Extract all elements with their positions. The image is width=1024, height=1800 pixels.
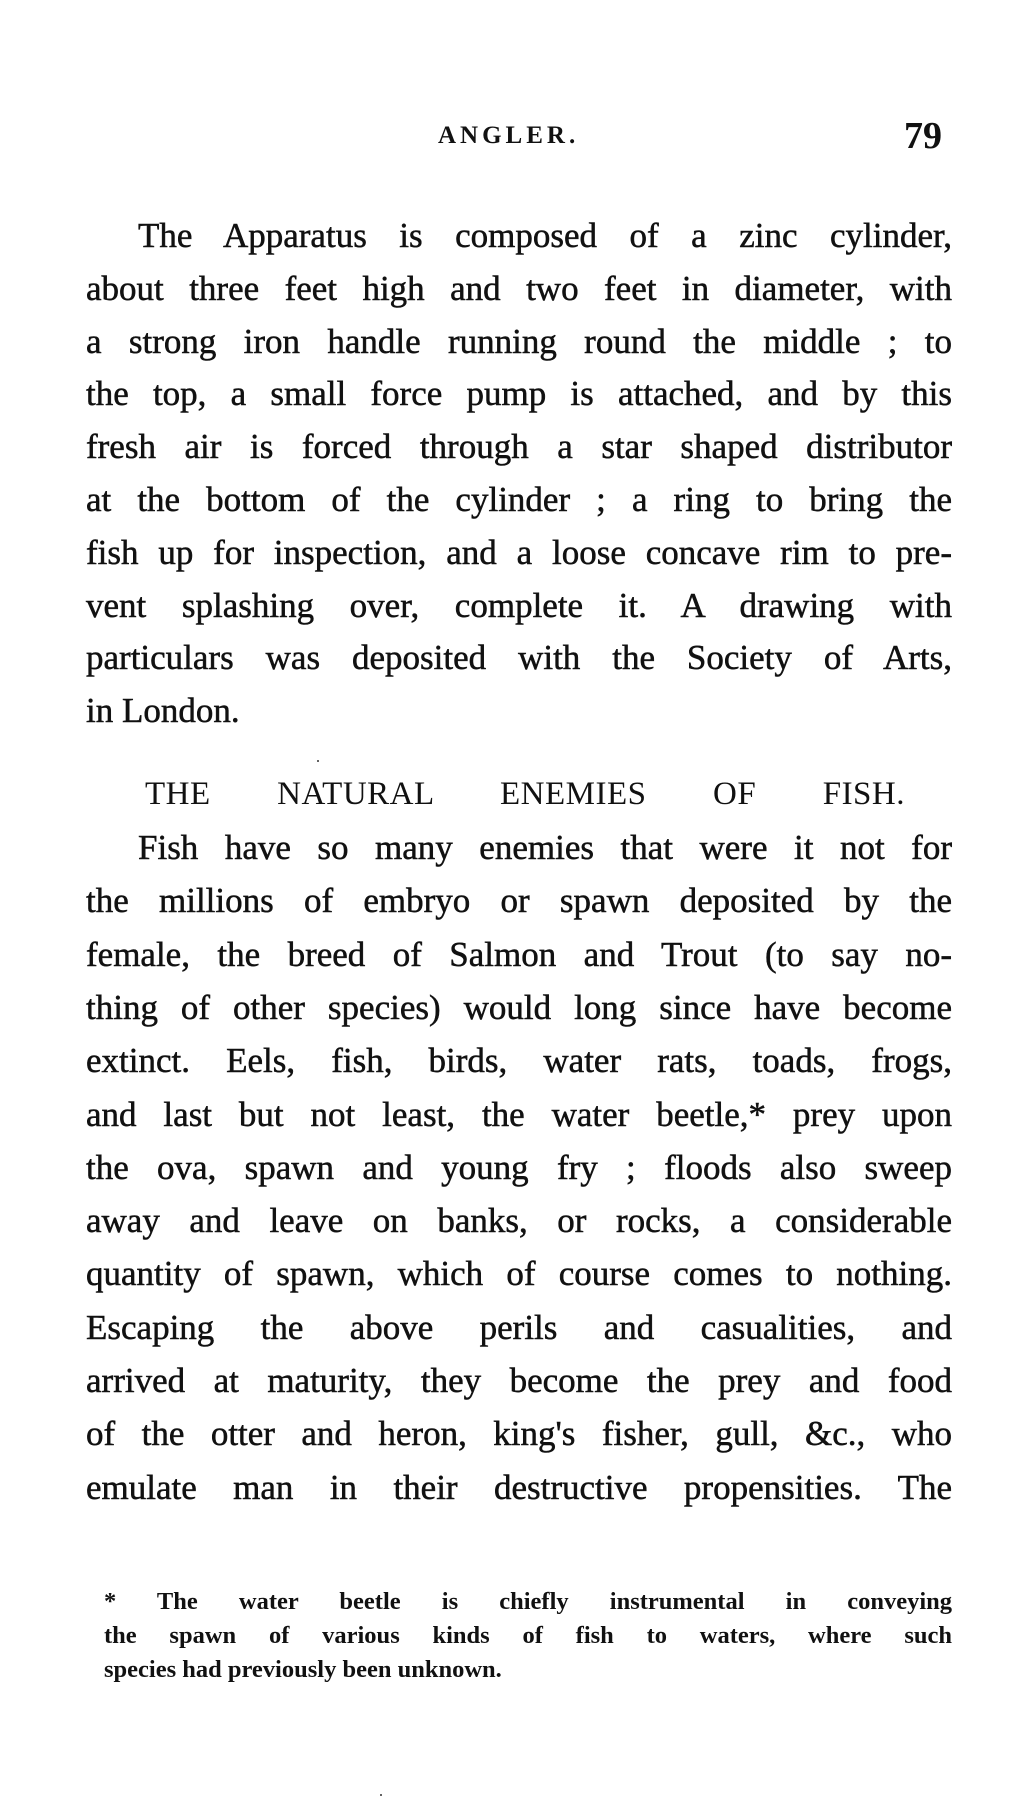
text-line: in London. bbox=[86, 691, 240, 731]
text-line: about three feet high and two feet in diameter, with bbox=[86, 268, 952, 308]
print-speck bbox=[380, 1794, 382, 1796]
text-line: the ova, spawn and young fry ; floods also sweep bbox=[86, 1147, 952, 1187]
print-speck bbox=[317, 760, 319, 762]
text-line: species had previously been unknown. bbox=[104, 1656, 502, 1683]
running-title: ANGLER. bbox=[438, 122, 580, 149]
text-line: The Apparatus is composed of a zinc cylinder, bbox=[138, 216, 952, 255]
text-line: of the otter and heron, king's fisher, gull, &c., who bbox=[86, 1414, 952, 1454]
text-line: fish up for inspection, and a loose concave rim to pre- bbox=[86, 532, 952, 572]
text-line: fresh air is forced through a star shaped distributor bbox=[86, 427, 952, 467]
section-heading: THE NATURAL ENEMIES OF FISH. bbox=[145, 776, 905, 812]
text-line: away and leave on banks, or rocks, a considerable bbox=[86, 1201, 952, 1241]
text-line: quantity of spawn, which of course comes to nothing. bbox=[86, 1254, 952, 1294]
text-line: the millions of embryo or spawn deposited by the bbox=[86, 881, 952, 921]
text-line: particulars was deposited with the Society of Arts, bbox=[86, 638, 952, 678]
text-line: female, the breed of Salmon and Trout (to say no- bbox=[86, 934, 952, 974]
text-line: a strong iron handle running round the middle ; to bbox=[86, 321, 952, 361]
text-line: Escaping the above perils and casualities, and bbox=[86, 1307, 952, 1347]
text-line: and last but not least, the water beetle,* prey upon bbox=[86, 1094, 952, 1134]
text-line: at the bottom of the cylinder ; a ring to bring the bbox=[86, 480, 952, 519]
text-line: * The water beetle is chiefly instrumental in conveying bbox=[104, 1588, 952, 1615]
text-line: arrived at maturity, they become the prey and food bbox=[86, 1361, 952, 1400]
text-line: vent splashing over, complete it. A drawing with bbox=[86, 585, 952, 625]
page-number: 79 bbox=[904, 115, 942, 157]
running-header bbox=[0, 115, 1024, 162]
text-line: the spawn of various kinds of fish to waters, where such bbox=[104, 1622, 952, 1649]
text-line: thing of other species) would long since have become bbox=[86, 987, 952, 1027]
text-line: emulate man in their destructive propensities. The bbox=[86, 1467, 952, 1507]
text-line: Fish have so many enemies that were it not for bbox=[138, 828, 952, 867]
text-line: extinct. Eels, fish, birds, water rats, toads, frogs, bbox=[86, 1041, 952, 1081]
text-line: the top, a small force pump is attached, and by this bbox=[86, 374, 952, 414]
